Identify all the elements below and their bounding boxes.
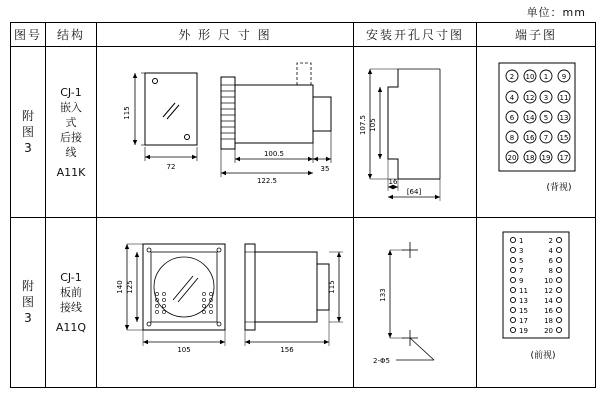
terminal-number: 2 xyxy=(509,73,515,82)
dim-label: 16 xyxy=(388,178,398,187)
terminal-number: 1 xyxy=(519,236,524,245)
dim-label: 115 xyxy=(123,106,131,121)
cutout-drawing-1 xyxy=(354,47,476,205)
structure-cell-2 xyxy=(46,217,97,387)
terminal-drawing-cell-1 xyxy=(477,47,596,217)
dim-label: 35 xyxy=(320,165,330,174)
table-row xyxy=(11,217,596,387)
terminal-number: 5 xyxy=(519,256,524,265)
terminal-drawing-cell-2 xyxy=(477,217,596,387)
terminal-number: 17 xyxy=(559,154,569,163)
outline-drawing-cell-2 xyxy=(97,217,354,387)
terminal-number: 4 xyxy=(509,94,515,103)
terminal-number: 13 xyxy=(519,296,528,305)
terminal-number: 7 xyxy=(543,134,549,143)
dim-label: 125 xyxy=(126,280,134,294)
terminal-number: 1 xyxy=(543,73,549,82)
terminal-number: 11 xyxy=(559,94,569,103)
unit-note: 单位：mm xyxy=(526,6,586,19)
cutout-drawing-2 xyxy=(354,218,476,376)
terminal-number: 12 xyxy=(525,94,535,103)
terminal-number: 6 xyxy=(509,114,515,123)
dim-label: 105 xyxy=(177,345,191,354)
terminal-number: 20 xyxy=(544,326,553,335)
spec-table xyxy=(10,22,596,388)
terminal-number: 15 xyxy=(519,306,528,315)
fig-no-line: 图 xyxy=(21,125,34,140)
fig-no-cell-1 xyxy=(11,47,46,217)
terminal-number: 5 xyxy=(543,114,549,123)
fig-no-cell-2 xyxy=(11,217,46,387)
cutout-drawing-cell-2 xyxy=(354,217,477,387)
terminal-diagram-1 xyxy=(477,47,595,205)
dim-label: 156 xyxy=(280,345,294,354)
terminal-number: 8 xyxy=(548,266,553,275)
dim-label: [64] xyxy=(406,188,422,197)
structure-line: 接线 xyxy=(60,300,82,314)
fig-no-line: 附 xyxy=(21,109,34,124)
structure-cell-1 xyxy=(46,47,97,217)
terminal-number: 15 xyxy=(559,134,569,143)
fig-no-line: 附 xyxy=(21,279,34,294)
dim-label: 105 xyxy=(369,118,377,133)
header-structure: 结构 xyxy=(46,23,97,47)
structure-line: 线 xyxy=(65,145,77,159)
structure-model: CJ-1 xyxy=(60,85,82,99)
terminal-number: 16 xyxy=(544,306,553,315)
view-label: (前视) xyxy=(530,350,556,361)
dim-label: 107.5 xyxy=(359,115,367,136)
dim-label: 122.5 xyxy=(256,177,278,186)
terminal-number: 16 xyxy=(525,134,535,143)
header-outline: 外 形 尺 寸 图 xyxy=(97,23,354,47)
table-row xyxy=(11,47,596,217)
terminal-number: 3 xyxy=(543,94,549,103)
terminal-number: 3 xyxy=(519,246,524,255)
structure-model: CJ-1 xyxy=(60,270,82,284)
outline-drawing-1 xyxy=(97,47,353,205)
terminal-number: 4 xyxy=(548,246,553,255)
dim-label: 115 xyxy=(328,280,336,294)
terminal-number: 18 xyxy=(544,316,553,325)
terminal-number: 10 xyxy=(525,73,535,82)
terminal-number: 13 xyxy=(559,114,569,123)
fig-no-line: 图 xyxy=(21,295,34,310)
fig-no-line: 3 xyxy=(24,141,32,156)
structure-line: 嵌入 xyxy=(60,100,82,114)
terminal-number: 19 xyxy=(541,154,551,163)
terminal-number: 20 xyxy=(507,154,517,163)
dim-label: 140 xyxy=(116,280,124,294)
terminal-number: 8 xyxy=(509,134,515,143)
header-fig-no: 图号 xyxy=(11,23,46,47)
fig-no-line: 3 xyxy=(24,311,32,326)
terminal-number: 2 xyxy=(548,236,553,245)
dim-label: 72 xyxy=(166,163,176,172)
header-terminal: 端子图 xyxy=(477,23,596,47)
terminal-number: 10 xyxy=(544,276,553,285)
terminal-number: 11 xyxy=(519,286,528,295)
terminal-number: 18 xyxy=(525,154,535,163)
dim-label: 100.5 xyxy=(263,150,285,159)
terminal-diagram-2 xyxy=(477,218,595,376)
structure-code: A11K xyxy=(56,165,86,179)
terminal-number: 14 xyxy=(544,296,553,305)
terminal-number: 17 xyxy=(519,316,528,325)
cutout-drawing-cell-1 xyxy=(354,47,477,217)
terminal-number: 12 xyxy=(544,286,553,295)
structure-line: 板前 xyxy=(60,285,82,299)
view-label: (背视) xyxy=(546,183,572,194)
structure-code: A11Q xyxy=(55,320,87,334)
structure-line: 式 xyxy=(65,115,77,129)
terminal-number: 19 xyxy=(519,326,528,335)
terminal-number: 9 xyxy=(561,73,567,82)
header-cutout: 安装开孔尺寸图 xyxy=(354,23,477,47)
outline-drawing-cell-1 xyxy=(97,47,354,217)
terminal-number: 9 xyxy=(519,276,524,285)
dim-label: 2-Φ5 xyxy=(373,356,390,365)
table-header-row xyxy=(11,23,596,47)
dim-label: 133 xyxy=(379,288,387,302)
terminal-number: 6 xyxy=(548,256,553,265)
outline-drawing-2 xyxy=(97,218,353,376)
terminal-number: 7 xyxy=(519,266,524,275)
structure-line: 后接 xyxy=(60,130,82,144)
terminal-number: 14 xyxy=(525,114,535,123)
